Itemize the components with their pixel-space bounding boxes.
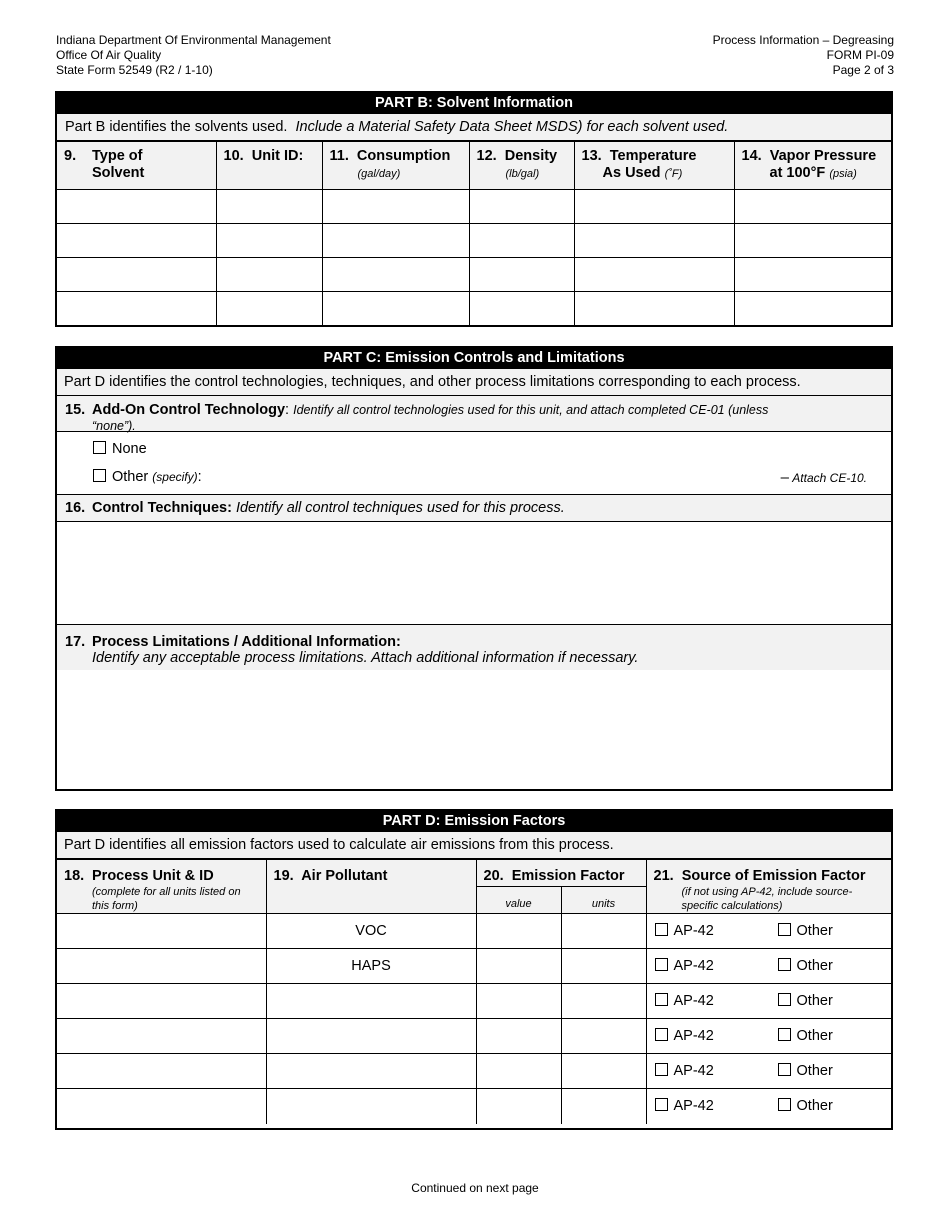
pollutant-cell[interactable]: HAPS bbox=[266, 949, 476, 984]
col-source: 21. Source of Emission Factor (if not using AP-42, include source-specific calculations) bbox=[646, 860, 891, 914]
q17-header: 17. Process Limitations / Additional Information: Identify any acceptable process limitations. Attach additional information if necessary. bbox=[57, 625, 891, 670]
part-b-intro bbox=[57, 114, 891, 141]
option-ap42[interactable]: AP-42 bbox=[655, 1028, 778, 1044]
checkbox-other[interactable] bbox=[778, 923, 791, 936]
option-other[interactable]: Other (specify): bbox=[93, 469, 202, 485]
part-d-intro: Part D identifies all emission factors used to calculate air emissions from this process. bbox=[57, 832, 891, 859]
table-row bbox=[57, 190, 891, 224]
col-ef-units: units bbox=[561, 887, 646, 914]
option-other[interactable]: Other bbox=[778, 1063, 833, 1079]
table-row bbox=[57, 1054, 891, 1089]
pollutant-cell[interactable] bbox=[266, 1054, 476, 1089]
table-row bbox=[57, 949, 891, 984]
col-type-of-solvent: 9. Type of Solvent bbox=[57, 142, 216, 190]
checkbox-ap42[interactable] bbox=[655, 923, 668, 936]
form-header bbox=[713, 33, 894, 78]
col-emission-factor: 20. Emission Factor bbox=[476, 860, 646, 887]
option-ap42[interactable]: AP-42 bbox=[655, 958, 778, 974]
col-temperature: 13. Temperature As Used (˚F) bbox=[574, 142, 734, 190]
option-ap42[interactable]: AP-42 bbox=[655, 993, 778, 1009]
col-density: 12. Density (lb/gal) bbox=[469, 142, 574, 190]
col-air-pollutant: 19. Air Pollutant bbox=[266, 860, 476, 914]
checkbox-other[interactable] bbox=[778, 993, 791, 1006]
part-d-section bbox=[55, 809, 893, 1130]
pollutant-cell[interactable] bbox=[266, 984, 476, 1019]
checkbox-other[interactable] bbox=[778, 1063, 791, 1076]
part-c-intro: Part D identifies the control technologies, techniques, and other process limitations corresponding to each process. bbox=[57, 369, 891, 396]
table-row bbox=[57, 258, 891, 292]
checkbox-ap42[interactable] bbox=[655, 1063, 668, 1076]
checkbox-other[interactable] bbox=[778, 958, 791, 971]
checkbox-none[interactable] bbox=[93, 441, 106, 454]
q15-header: 15. Add-On Control Technology: Identify all control technologies used for this unit, and attach completed CE-01 (unless “none”). bbox=[57, 396, 891, 432]
part-b-section bbox=[55, 91, 893, 327]
option-other[interactable]: Other bbox=[778, 958, 833, 974]
pollutant-cell[interactable]: VOC bbox=[266, 914, 476, 949]
office-name: Office Of Air Quality bbox=[56, 48, 162, 62]
option-none[interactable]: None bbox=[93, 441, 147, 457]
form-state-number: State Form 52549 (R2 / 1-10) bbox=[56, 63, 213, 77]
agency-header bbox=[56, 33, 331, 78]
continued-note: Continued on next page bbox=[411, 1181, 539, 1195]
table-row bbox=[57, 1019, 891, 1054]
col-vapor-pressure: 14. Vapor Pressure at 100°F (psia) bbox=[734, 142, 891, 190]
pollutant-cell[interactable] bbox=[266, 1089, 476, 1124]
part-b-intro-text: Part B identifies the solvents used. bbox=[65, 119, 288, 135]
page-number: Page 2 of 3 bbox=[832, 63, 894, 77]
q16-header: 16. Control Techniques: Identify all control techniques used for this process. bbox=[57, 495, 891, 522]
form-id: FORM PI-09 bbox=[826, 48, 894, 62]
col-ef-value: value bbox=[476, 887, 561, 914]
checkbox-ap42[interactable] bbox=[655, 1028, 668, 1041]
option-other[interactable]: Other bbox=[778, 923, 833, 939]
option-other[interactable]: Other bbox=[778, 993, 833, 1009]
checkbox-other[interactable] bbox=[778, 1028, 791, 1041]
attach-ce10-note: – Attach CE-10. bbox=[780, 469, 867, 486]
table-row bbox=[57, 1089, 891, 1124]
table-row bbox=[57, 224, 891, 258]
table-row bbox=[57, 914, 891, 949]
pollutant-cell[interactable] bbox=[266, 1019, 476, 1054]
table-row bbox=[57, 292, 891, 326]
col-consumption: 11. Consumption (gal/day) bbox=[322, 142, 469, 190]
checkbox-other[interactable] bbox=[778, 1098, 791, 1111]
form-title: Process Information – Degreasing bbox=[712, 33, 894, 47]
table-row bbox=[57, 984, 891, 1019]
agency-name: Indiana Department Of Environmental Management bbox=[56, 33, 331, 47]
option-ap42[interactable]: AP-42 bbox=[655, 923, 778, 939]
option-ap42[interactable]: AP-42 bbox=[655, 1098, 778, 1114]
checkbox-ap42[interactable] bbox=[655, 958, 668, 971]
col-unit-id: 10. Unit ID: bbox=[216, 142, 322, 190]
option-other[interactable]: Other bbox=[778, 1098, 833, 1114]
q15-options bbox=[57, 432, 891, 495]
emission-factor-table bbox=[57, 859, 891, 1124]
part-b-title: PART B: Solvent Information bbox=[57, 93, 891, 114]
option-ap42[interactable]: AP-42 bbox=[655, 1063, 778, 1079]
part-d-title: PART D: Emission Factors bbox=[57, 811, 891, 832]
checkbox-other[interactable] bbox=[93, 469, 106, 482]
checkbox-ap42[interactable] bbox=[655, 1098, 668, 1111]
process-limitations-field[interactable] bbox=[57, 670, 891, 778]
solvent-table bbox=[57, 141, 891, 325]
checkbox-ap42[interactable] bbox=[655, 993, 668, 1006]
part-c-title: PART C: Emission Controls and Limitations bbox=[57, 348, 891, 369]
control-techniques-field[interactable] bbox=[57, 522, 891, 625]
col-process-unit: 18. Process Unit & ID (complete for all units listed on this form) bbox=[57, 860, 266, 914]
part-b-intro-note: Include a Material Safety Data Sheet MSDS) for each solvent used. bbox=[295, 119, 729, 135]
option-other[interactable]: Other bbox=[778, 1028, 833, 1044]
part-c-section bbox=[55, 346, 893, 791]
